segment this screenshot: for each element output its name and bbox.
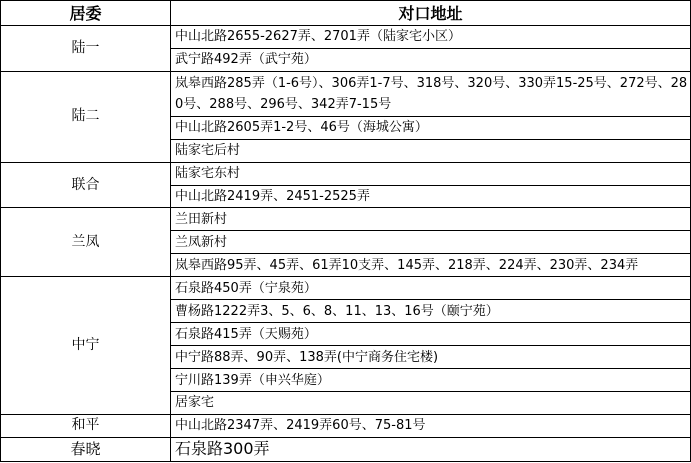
table-row [1, 71, 691, 116]
address-cell: 岚皋西路285弄（1-6号）、306弄1-7号、318号、320号、330弄15-25号、272号、280号、288号、296号、342弄7-15号 [171, 71, 691, 116]
committee-name: 和平 [1, 414, 171, 437]
committee-name: 陆一 [1, 26, 171, 72]
address-header: 对口地址 [171, 1, 691, 26]
table-row [1, 277, 691, 300]
table-row [1, 26, 691, 49]
table-row [1, 437, 691, 461]
address-cell: 居家宅 [171, 391, 691, 414]
table-row [1, 414, 691, 437]
address-cell: 宁川路139弄（申兴华庭） [171, 369, 691, 392]
committee-name: 中宁 [1, 277, 171, 415]
address-cell: 曹杨路1222弄3、5、6、8、11、13、16号（颐宁苑） [171, 300, 691, 323]
address-cell: 陆家宅东村 [171, 162, 691, 185]
address-cell: 中山北路2347弄、2419弄60号、75-81号 [171, 414, 691, 437]
table-row [1, 162, 691, 185]
address-cell: 武宁路492弄（武宁苑） [171, 48, 691, 71]
address-cell: 石泉路415弄（天赐苑） [171, 323, 691, 346]
committee-name: 陆二 [1, 71, 171, 162]
committee-name: 兰凤 [1, 208, 171, 277]
committee-name: 联合 [1, 162, 171, 208]
address-cell: 石泉路300弄 [171, 437, 691, 461]
address-cell: 岚皋西路95弄、45弄、61弄10支弄、145弄、218弄、224弄、230弄、234弄 [171, 254, 691, 277]
address-cell: 中山北路2655-2627弄、2701弄（陆家宅小区） [171, 26, 691, 49]
committee-header: 居委 [1, 1, 171, 26]
committee-name: 春晓 [1, 437, 171, 461]
address-cell: 中山北路2605弄1-2号、46号（海城公寓） [171, 116, 691, 139]
address-cell: 石泉路450弄（宁泉苑） [171, 277, 691, 300]
address-cell: 中宁路88弄、90弄、138弄(中宁商务住宅楼) [171, 346, 691, 369]
address-cell: 陆家宅后村 [171, 139, 691, 162]
address-cell: 兰田新村 [171, 208, 691, 231]
address-cell: 兰凤新村 [171, 231, 691, 254]
header-row [1, 1, 691, 26]
address-cell: 中山北路2419弄、2451-2525弄 [171, 185, 691, 208]
table-row [1, 208, 691, 231]
